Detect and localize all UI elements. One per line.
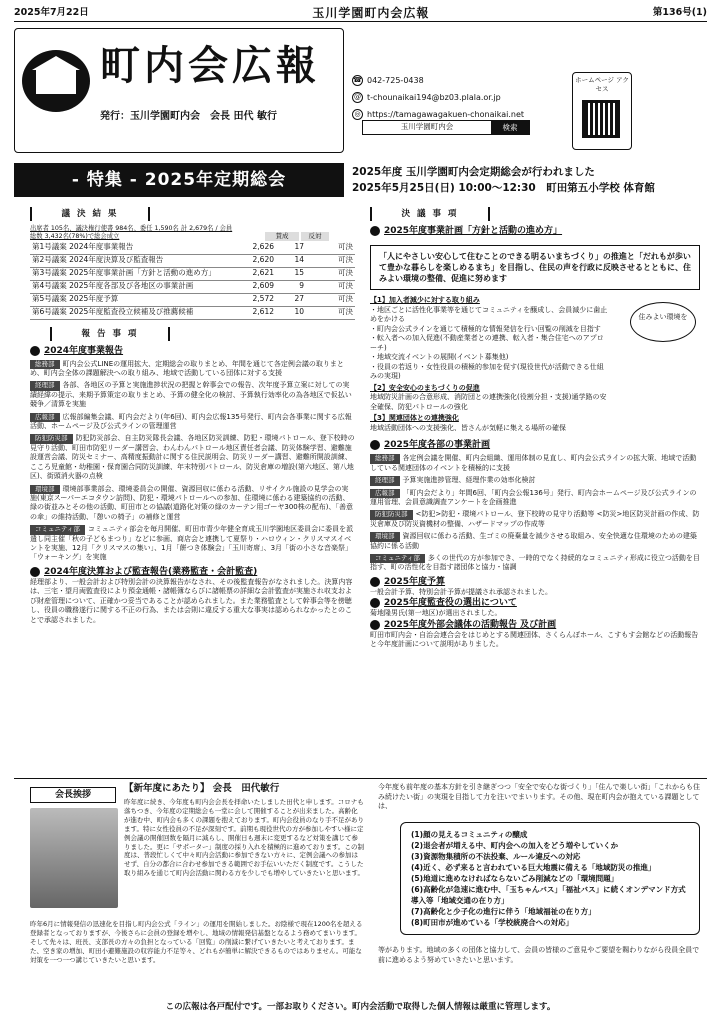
- greeting-closing: 等があります。地域の多くの団体と協力して、会員の皆様のご意見やご要望を賜わりながら役員全員で前に進めるよう努めていきたいと思います。: [378, 946, 700, 964]
- dept-plan-item: [370, 476, 700, 485]
- greeting-body-2: 昨年6月に情報発信の迅速化を目指し町内会公式「ライン」の運用を開始しました。お陰様で現在1200名を超える登録者となっておりますが、今後さらに会員の登録を増やし、地域の情報発信基盤となるよう務めてまいります。そして先々は、班長、支部長の方々の負担となっている「回覧」の削減に繋げていきたいと考えております。また、空き家の増加、町田小避難施設の収容能力不足等々、どれもが簡単に解決できるものではありません。可能な対策を一つ一つ講じていきたいと思います。: [30, 920, 363, 964]
- vote-row: [30, 254, 355, 267]
- budget-text: 一般会計予算、特別会計予算が提議され承認されました。: [370, 587, 552, 596]
- plan-item: 【1】加入者減少に対する取り組み: [370, 296, 480, 305]
- banner-line-1: 2025年度 玉川学園町内会定期総会が行われました: [352, 166, 595, 178]
- issue-item: (8)町田市が進めている「学校統廃合への対応」: [411, 918, 574, 927]
- report-item: [30, 360, 355, 379]
- plan-item: ・役員の若返り・女性役員の積極的参加を促す(現役世代が活動できる仕組みの実現): [370, 362, 604, 381]
- external-heading: 2025年度外部会議体の活動報告 及び計画: [370, 619, 700, 631]
- town-logo-icon: [22, 50, 90, 112]
- report-2024-heading: 2024年度事業報告: [30, 345, 355, 357]
- dept-tag: コミュニティ部: [30, 525, 85, 534]
- president-photo: [30, 808, 118, 908]
- greeting-title: 【新年度にあたり】 会長 田代敏行: [124, 783, 280, 794]
- banner-text: [352, 164, 655, 196]
- report-item: [30, 413, 355, 432]
- dept-tag: 経理部: [30, 381, 60, 390]
- vote-name: 第1号議案 2024年度事業報告: [30, 241, 240, 254]
- audit-text: 経理部より、一般会計および特別会計の決算報告がなされ、その後監査報告がなされました。決算内容は、三宅・望月両監査役により預金通帳・諸帳簿ならびに諸帳票の詳細な会計監査が実施され収支および財産管理について、正確かつ妥当であることが認められました。また業務監査として幹事会等を傍聴し、役員の職務遂行に関する不正の行為、または会則に違反する重大な事実は認められなかったとのことで承認されました。: [30, 577, 353, 624]
- report-item: [30, 381, 355, 409]
- email[interactable]: t-chounaikai194@bz03.plala.or.jp: [367, 93, 501, 102]
- search-query: 玉川学園町内会: [400, 122, 454, 132]
- report-item: [30, 525, 355, 563]
- dept-tag: 防犯防災部: [30, 434, 73, 443]
- col-yes: 賛成: [265, 232, 299, 241]
- vote-yes: 2,609: [240, 280, 276, 293]
- issue-number: 第136号(1): [652, 7, 707, 19]
- dept-plan-text: 「町内会だより」年間6回、「町内会公報136号」発行、町内会ホームページ及び公式ラインの運用管理、会員意識調査アンケートを企画推進: [370, 488, 697, 506]
- issues-box: [400, 822, 700, 935]
- bullet-icon: [370, 620, 380, 630]
- header-bar: [14, 6, 707, 22]
- bullet-icon: [30, 567, 40, 577]
- report-text: コミュニティ部会を毎月開催、町田市青少年健全育成玉川学園地区委員会に委員を派遣し同主催「秋の子どもまつり」などに参画、商店会と連携して夏祭り・ハロウィン・クリスマスイベントを実施、12月「クリスマスの集い」、1月「餅つき体験会」「玉川寄席」、3月「街の小さな音楽祭」「ウォーキング」を実施: [30, 525, 354, 562]
- feature-banner: - 特集 - 2025年定期総会: [14, 163, 344, 197]
- issue-item: (1)顔の見えるコミュニティの醸成: [411, 830, 528, 839]
- issue-item: (7)高齢化と少子化の進行に伴う「地域福祉の在り方」: [411, 907, 596, 916]
- votes-heading: 議 決 結 果: [30, 207, 150, 221]
- vote-result: 可決: [306, 306, 355, 319]
- vote-result: 可決: [306, 267, 355, 280]
- dept-tag: 総務部: [370, 454, 400, 463]
- vote-no: 15: [276, 267, 306, 280]
- search-button[interactable]: 検索: [491, 121, 529, 134]
- vote-yes: 2,612: [240, 306, 276, 319]
- plan-item: ・地域交流イベントの展開(イベント募集他): [370, 353, 509, 362]
- report-heading: 報 告 事 項: [50, 327, 170, 341]
- report-text: 広報部編集会議、町内会だより(年6回)、町内会広報135号発行、町内会各事業に関する広報活動、ホームページ及び公式ラインの管理運営: [30, 412, 352, 431]
- dept-tag: 広報部: [30, 413, 60, 422]
- auditor-text: 菊地隆男氏(第一地区)が選出されました。: [370, 609, 502, 618]
- masthead-title: 町内会広報: [100, 42, 320, 89]
- vote-name: 第6号議案 2025年度監査役立候補及び推薦候補: [30, 306, 240, 319]
- vote-no: 27: [276, 293, 306, 306]
- vote-row: [30, 293, 355, 306]
- vote-no: 9: [276, 280, 306, 293]
- vote-row: [30, 306, 355, 319]
- dept-plan-text: 多くの世代の方が参加でき、一時的でなく持続的なコミュニティ形成に役立つ活動を目指す、町の活性化を目指す諸団体と協力・協調: [370, 553, 700, 572]
- vote-result: 可決: [306, 254, 355, 267]
- banner-line-2: 2025年5月25日(日) 10:00～12:30 町田第五小学校 体育館: [352, 182, 655, 194]
- dept-tag: 経理部: [370, 476, 400, 485]
- report-text: 防犯防災部会、自主防災隊長会議、各地区防災訓練、防犯・環境パトロール、登下校時の見守り活動、町田市防犯リーダー講習会、わんわんパトロール地区責任者会議、防災体験学習、避難施設運営会議、防災セミナー、高精度振動計に関する住民説明会、防災リーダー講習、避難所開設訓練、こころ児童館・幼稚園・保育園合同防災訓練、年末特別パトロール、防災倉庫の増設(第六地区、第八地区)、街頭消火器の点検: [30, 434, 355, 481]
- vote-no: 10: [276, 306, 306, 319]
- qr-code-icon[interactable]: [582, 100, 620, 138]
- publisher: 発行：玉川学園町内会 会長 田代 敏行: [100, 111, 277, 122]
- dept-heading: 2025年度各部の事業計画: [370, 439, 700, 451]
- attendance-summary: 出席者 105名、議決権行使書 984名、委任 1,590名 計 2,679名 / 会員総数 3,432名(78%)で総会成立: [30, 225, 233, 240]
- report-text: 環境部事業部会、環境委員会の開催、資源回収に係わる活動、リサイクル施設の見学会の実施(東京スーパーエコタウン訪問)、防犯・環境パトロールへの参加、住環境に係わる建築協約の活動、緑の街並みとその他の活動、町田市との協議(道路化対策の緑のカーテン用ゴーヤ300株の配布)、「善意の傘」の維持活動、「憩いの椅子」の補修と運営: [30, 484, 353, 521]
- dept-tag: 環境部: [30, 485, 60, 494]
- bullet-icon: [370, 226, 380, 236]
- dept-tag: 総務部: [30, 360, 60, 369]
- vote-result: 可決: [306, 280, 355, 293]
- search-box[interactable]: [362, 120, 530, 135]
- email-icon: @: [354, 93, 361, 101]
- vote-name: 第2号議案 2024年度決算及び監査報告: [30, 254, 240, 267]
- bullet-icon: [30, 346, 40, 356]
- greeting-body: 昨年度に続き、今年度も町内会会長を拝命いたしました田代と申します。コロナも落ちつき、今年度の定期総会も一堂に会して開催することが出来ました。高齢化が進む中、町内会も多くの課題を抱えております。町内会役員のなり手不足があります。特に女性役員の不足が深刻です。前期も現役世代の方が参加しやすい様に定例会議の開催回数を隔月に減らし、開催日も週末に変更するなど対策を講じて参りました。更に「サポーター」制度の採り入れを積極的に進めております。この制度は、普段忙しくて中々町内会活動に参加できない方々に、定例会議への参加はせず、自分の都合に合わせ参加できる範囲でお手伝いいただく制度です。こうした取り組みを通じて町内会活動に関わる方を少しでも増やしていきたいと思います。: [124, 798, 364, 878]
- bullet-icon: [370, 440, 380, 450]
- report-item: [30, 485, 355, 523]
- contact-block: [352, 72, 562, 123]
- issue-item: (2)退会者が増える中、町内会への加入をどう増やしていくか: [411, 841, 619, 850]
- plan-list: [370, 296, 610, 433]
- dept-plan-text: 資源回収に係わる活動、生ゴミの廃棄量を減少させる取組み、安全快適な住環境のための建築協約に係る活動: [370, 532, 697, 550]
- external-text: 町田市町内会・自治会連合会をはじめとする関連団体、さくらんぼホール、こすもす会館などの活動報告と今年度計画について説明がありました。: [370, 630, 699, 649]
- bubble: 住みよい環境を: [630, 302, 696, 342]
- dept-plan-text: 予算実施進捗管理、経理作業の効率化検討: [402, 476, 536, 485]
- col-no: 反対: [301, 232, 329, 241]
- dept-tag: 環境部: [370, 532, 400, 541]
- vote-row: [30, 280, 355, 293]
- dept-tag: 防犯防災部: [370, 510, 413, 519]
- issue-item: (6)高齢化が急速に進む中、「玉ちゃんバス」「福祉バス」に続くオンデマンド方式導入等「地域交通の在り方」: [411, 885, 686, 905]
- greeting-right: 今年度も前年度の基本方針を引き継ぎつつ「安全で安心な街づくり」「住んで楽しい街」「これからも住み続けたい街」の実現を目指して力を注いでまいります。その他、現在町内会が抱えている課題としては、: [378, 783, 700, 810]
- website-url[interactable]: https://tamagawagakuen-chonaikai.net: [367, 110, 524, 119]
- vote-row: [30, 241, 355, 254]
- bullet-icon: [370, 577, 380, 587]
- vote-yes: 2,621: [240, 267, 276, 280]
- vote-name: 第4号議案 2025年度各部及び各地区の事業計画: [30, 280, 240, 293]
- vote-name: 第5号議案 2025年度予算: [30, 293, 240, 306]
- bullet-icon: [370, 598, 380, 608]
- dept-tag: 広報部: [370, 489, 400, 498]
- dept-plan-text: 各定例会議を開催、町内会組織、運用体制の見直し、町内会公式ラインの拡大策、地域で活動している関連団体のイベントを積極的に支援: [370, 454, 697, 472]
- dept-plan-item: [370, 554, 700, 573]
- vote-no: 17: [276, 241, 306, 254]
- issue-item: (3)資源物集積所の不法投棄、ルール違反への対応: [411, 852, 581, 861]
- dept-plan-item: [370, 532, 700, 551]
- votes-table: [30, 241, 355, 320]
- budget-heading: 2025年度予算: [370, 576, 700, 588]
- greeting-label: 会長挨拶: [30, 787, 116, 803]
- plan-item: ・転入者への加入促進(不動産業者との連携、転入者・集合住宅へのアプローチ): [370, 334, 604, 352]
- vote-row: [30, 267, 355, 280]
- auditor-heading: 2025年度監査役の選出について: [370, 597, 700, 609]
- plan-heading: 2025年度事業計画「方針と活動の進め方」: [370, 225, 700, 237]
- dept-plan-item: [370, 454, 700, 473]
- dept-plan-text: <防犯>防犯・環境パトロール、登下校時の見守り活動等 <防災>地区防災計画の作成、防災倉庫及び防災資機材の整備、ハザードマップの作成等: [370, 510, 700, 528]
- vote-yes: 2,620: [240, 254, 276, 267]
- footer-note: この広報は各戸配付です。一部お取りください。町内会活動で取得した個人情報は厳重に管理します。: [165, 1002, 556, 1012]
- right-column: [370, 207, 700, 650]
- vote-yes: 2,626: [240, 241, 276, 254]
- report-text: 町内会公式LINEの運用拡大、定期総会の取りまとめ、年間を通じて各定例会議の取りまとめ、町内会全体の課題解決への取り組み、地域で活動している団体に対する支援: [30, 359, 344, 378]
- vote-name: 第3号議案 2025年度事業計画「方針と活動の進め方」: [30, 267, 240, 280]
- issue-item: (5)地道に進めなければならないごみ削減などの「環境問題」: [411, 874, 619, 883]
- hp-label: ホームページ アクセス: [575, 76, 629, 93]
- vote-result: 可決: [306, 293, 355, 306]
- audit-heading: 2024年度決算および監査報告(業務監査・会計監査): [30, 566, 355, 578]
- resolutions-heading: 決 議 事 項: [370, 207, 490, 221]
- dept-plan-item: [370, 489, 700, 508]
- phone: 042-725-0438: [367, 76, 424, 85]
- report-text: 各部、各地区の予算と実施進捗状況の把握と幹事会での報告、次年度予算立案に対しての実績経緯の提示、来期予算策定の取りまとめ、予算の健全化の検討、予算執行効率化の為各地区で仮払い競争／清算を実施: [30, 381, 352, 409]
- vote-result: 可決: [306, 241, 355, 254]
- header-title: 玉川学園町内会広報: [312, 6, 430, 21]
- dept-plan-item: [370, 510, 700, 529]
- dept-tag: コミュニティ部: [370, 554, 425, 563]
- plan-item: 【3】関連団体との連携強化: [370, 414, 459, 423]
- issue-date: 2025年7月22日: [14, 7, 89, 19]
- plan-item: 【2】安全安心のまちづくりの促進: [370, 383, 480, 392]
- left-column: [30, 207, 355, 625]
- vote-no: 14: [276, 254, 306, 267]
- phone-icon: ☎: [353, 76, 362, 84]
- web-icon: ◎: [352, 109, 363, 120]
- issue-item: (4)近く、必ず来ると言われている巨大地震に備える「地域防災の推進」: [411, 863, 656, 872]
- plan-message: 「人にやさしい安心して住むことのできる明るいまちづくり」の推進と「だれもが歩いて豊かな暮らしを楽しめるまち」を目指し、住民の声を行政に反映させるとともに、住みよい環境の整備、促進に努めます: [370, 245, 700, 290]
- plan-item: ・町内会公式ラインを通じて積極的な情報発信を行い回覧の削減を目指す: [370, 324, 601, 333]
- plan-item: 地域防災計画の合意形成、消防団との連携強化(役割分担・支援)通学路の安全確保、防犯パトロールの強化: [370, 393, 607, 411]
- report-item: [30, 434, 355, 481]
- vote-yes: 2,572: [240, 293, 276, 306]
- plan-item: 地域活動団体への支援強化、皆さんが気軽に集える場所の確保: [370, 423, 566, 432]
- plan-item: ・地区ごとに活性化事業等を通じてコミュニティを醸成し、会員減少に歯止めをかける: [370, 305, 608, 324]
